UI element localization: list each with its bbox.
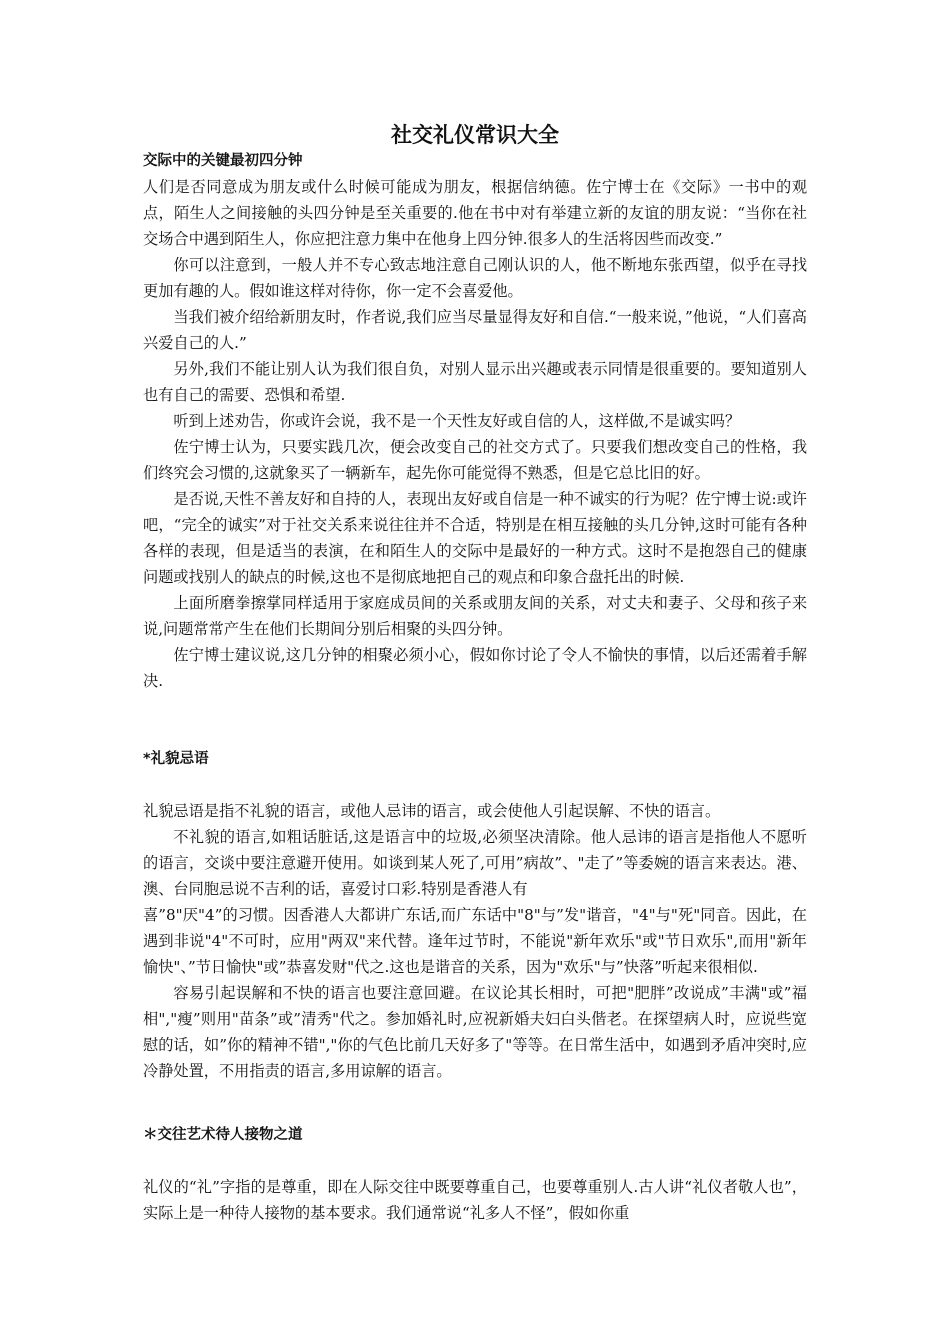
paragraph: 礼仪的“礼”字指的是尊重，即在人际交往中既要尊重自己，也要尊重别人.古人讲“礼仪者敬人也”，实际上是一种待人接物的基本要求。我们通常说“礼多人不怪”，假如你重	[143, 1178, 807, 1222]
paragraph: 你可以注意到，一般人并不专心致志地注意自己刚认识的人，他不断地东张西望，似乎在寻找更加有趣的人。假如谁这样对待你，你一定不会喜爱他。	[143, 256, 807, 300]
paragraph: 当我们被介绍给新朋友时，作者说,我们应当尽量显得友好和自信.“一般来说，”他说，“人们喜高兴爱自己的人.”	[143, 308, 807, 352]
section-social-art	[143, 1122, 807, 1226]
paragraph: 佐宁博士建议说,这几分钟的相聚必须小心，假如你讨论了令人不愉快的事情，以后还需着手解决.	[143, 646, 807, 690]
paragraph: 佐宁博士认为，只要实践几次，便会改变自己的社交方式了。只要我们想改变自己的性格，我们终究会习惯的,这就象买了一辆新车，起先你可能觉得不熟悉，但是它总比旧的好。	[143, 438, 807, 482]
paragraph: 不礼貌的语言,如粗话脏话,这是语言中的垃圾,必须坚决清除。他人忌讳的语言是指他人不愿听的语言，交谈中要注意避开使用。如谈到某人死了,可用”病故”、"走了”等委婉的语言来表达。港、澳、台同胞忌说不吉利的话，喜爱讨口彩.特别是香港人有	[143, 828, 807, 898]
paragraph: 是否说,天性不善友好和自持的人，表现出友好或自信是一种不诚实的行为呢？佐宁博士说:或许吧，“完全的诚实”对于社交关系来说往往并不合适，特别是在相互接触的头几分钟,这时可能有各种各样的表现，但是适当的表演，在和陌生人的交际中是最好的一种方式。这时不是抱怨自己的健康问题或找别人的缺点的时候,这也不是彻底地把自己的观点和印象合盘托出的时候.	[143, 490, 807, 586]
paragraph: 上面所磨拳擦掌同样适用于家庭成员间的关系或朋友间的关系，对丈夫和妻子、父母和孩子来说,问题常常产生在他们长期间分别后相聚的头四分钟。	[143, 594, 807, 638]
section-first-four-minutes	[143, 148, 807, 694]
paragraph: 喜”8"厌"4”的习惯。因香港人大都讲广东话,而广东话中"8"与”发"谐音，"4"与"死"同音。因此，在遇到非说"4"不可时，应用"两双"来代替。逢年过节时，不能说"新年欢乐"或"节日欢乐",而用"新年愉快"、”节日愉快"或”恭喜发财"代之.这也是谐音的关系，因为"欢乐"与”快落”听起来很相似.	[143, 906, 807, 976]
paragraph: 听到上述劝告，你或许会说，我不是一个天性友好或自信的人，这样做,不是诚实吗？	[173, 412, 741, 430]
section-heading: ＊交往艺术待人接物之道	[143, 1127, 303, 1143]
paragraph: 容易引起误解和不快的语言也要注意回避。在议论其长相时，可把"肥胖”改说成”丰满"或”福相","瘦”则用"苗条”或”清秀"代之。参加婚礼时,应祝新婚夫妇白头偕老。在探望病人时，应说些宽慰的话，如”你的精神不错","你的气色比前几天好多了"等等。在日常生活中，如遇到矛盾冲突时,应冷静处置，不用指责的语言,多用谅解的语言。	[143, 984, 807, 1080]
paragraph: 另外,我们不能让别人认为我们很自负，对别人显示出兴趣或表示同情是很重要的。要知道别人也有自己的需要、恐惧和希望.	[143, 360, 807, 404]
section-polite-taboo-words	[143, 746, 807, 1084]
paragraph: 礼貌忌语是指不礼貌的语言，或他人忌讳的语言，或会使他人引起误解、不快的语言。	[143, 802, 721, 820]
paragraph: 人们是否同意成为朋友或什么时候可能成为朋友，根据信纳德。佐宁博士在《交际》一书中的观点，陌生人之间接触的头四分钟是至关重要的.他在书中对有举建立新的友谊的朋友说：“当你在社交场合中遇到陌生人，你应把注意力集中在他身上四分钟.很多人的生活将因些而改变.”	[143, 178, 807, 248]
section-heading: *礼貌忌语	[143, 751, 209, 767]
page-title: 社交礼仪常识大全	[391, 123, 559, 147]
section-heading: 交际中的关键最初四分钟	[143, 153, 303, 169]
